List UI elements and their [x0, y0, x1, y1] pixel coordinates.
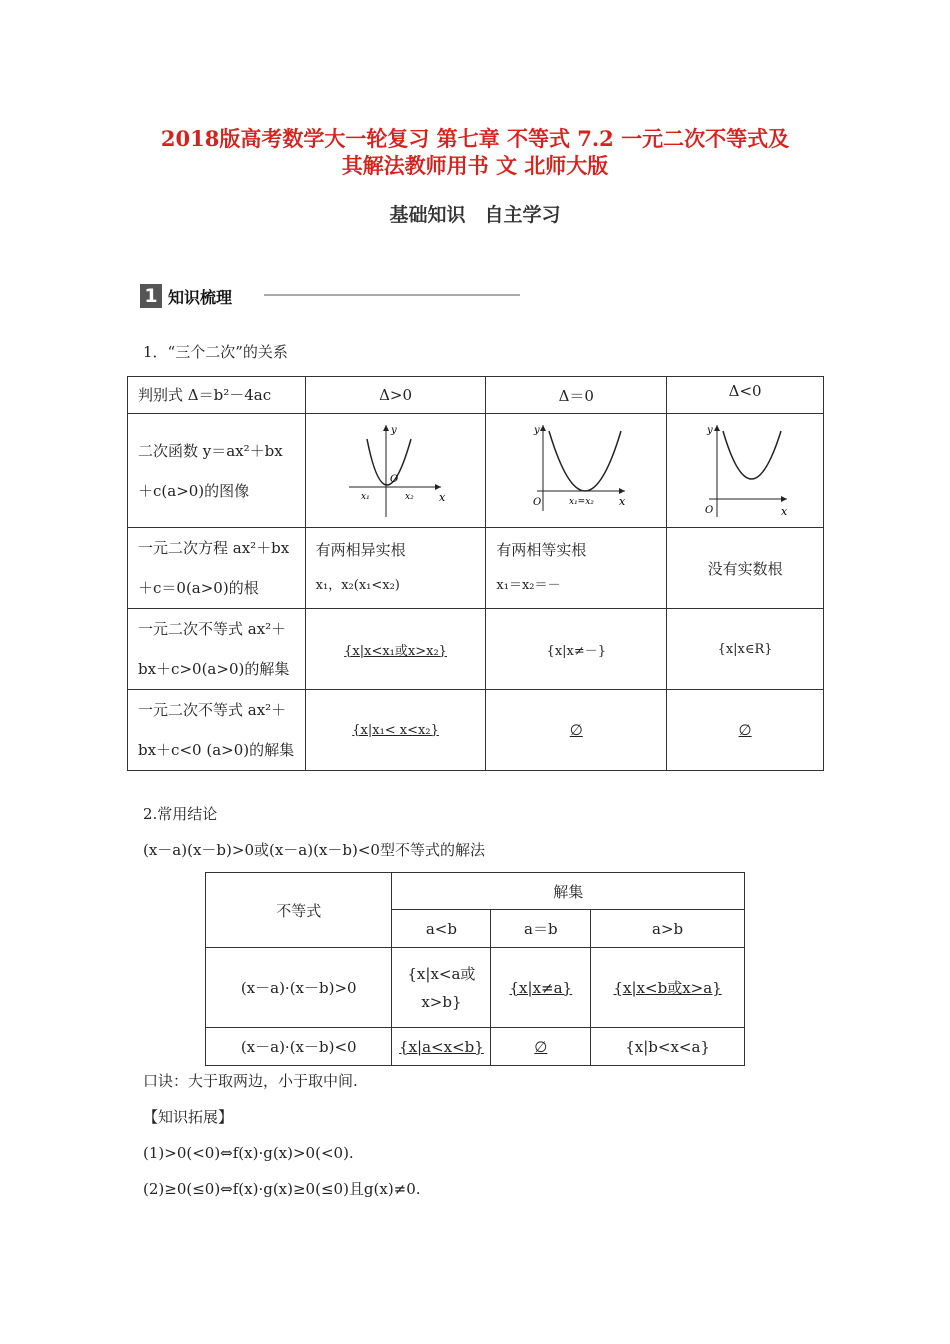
item2-heading: 2.常用结论 — [143, 805, 218, 823]
solution-greater-none: {x|x∈R} — [667, 609, 824, 690]
section-number: 1 — [140, 284, 162, 308]
product-positive-a-less-b-line2: x>b} — [421, 992, 462, 1011]
three-quadratics-table — [127, 376, 824, 771]
product-positive-a-less-b — [392, 948, 491, 1028]
solution-greater-distinct — [305, 609, 486, 690]
roots-distinct-cell — [305, 528, 486, 609]
roots-equal-cell — [486, 528, 667, 609]
graph-no-root-cell — [667, 414, 824, 528]
extension-item-2: (2)≥0(≤0)⇔f(x)·g(x)≥0(≤0)且g(x)≠0. — [143, 1180, 421, 1198]
section-label: 知识梳理 — [168, 287, 233, 307]
header-a-greater-b: a>b — [591, 910, 745, 948]
empty-set-symbol: ∅ — [534, 1037, 548, 1056]
row-function-label — [128, 414, 306, 528]
document-title-line2: 其解法教师用书 文 北师大版 — [341, 153, 609, 178]
row-less-label-b: bx＋c<0 (a>0)的解集 — [138, 741, 295, 759]
row-product-negative-label: (x－a)·(x－b)<0 — [206, 1028, 392, 1066]
graph-two-roots-cell — [305, 414, 486, 528]
product-negative-a-less-b — [392, 1028, 491, 1066]
row-greater-label-a: 一元二次不等式 ax²＋ — [138, 620, 287, 638]
axis-x-label: x — [619, 494, 626, 508]
roots-distinct-text: 有两相异实根 — [315, 541, 406, 559]
solution-less-distinct-text: {x|x₁< x<x₂} — [352, 722, 439, 738]
origin-label: O — [389, 473, 398, 485]
row-less-label — [128, 690, 306, 771]
roots-equal-values: x₁＝x₂＝－ — [496, 578, 561, 593]
product-negative-a-greater-b: {x|b<x<a} — [591, 1028, 745, 1066]
axis-y-label: y — [707, 424, 713, 436]
row-less-label-a: 一元二次不等式 ax²＋ — [138, 701, 287, 719]
product-negative-a-less-b-text: {x|a<x<b} — [399, 1037, 484, 1056]
roots-distinct-values: x₁，x₂(x₁<x₂) — [315, 578, 400, 593]
header-discriminant: 判别式 Δ＝b²－4ac — [128, 377, 306, 414]
root-x1-label: x₁ — [360, 491, 370, 502]
extension-item-1: (1)>0(<0)⇔f(x)·g(x)>0(<0). — [143, 1144, 354, 1162]
mnemonic: 口诀：大于取两边，小于取中间. — [143, 1072, 358, 1090]
header-a-equal-b: a＝b — [491, 910, 591, 948]
roots-equal-text: 有两相等实根 — [496, 541, 587, 559]
empty-set-symbol: ∅ — [569, 721, 583, 739]
axis-y-label: y — [390, 424, 397, 436]
origin-label: O — [533, 496, 542, 508]
root-x2-label: x₂ — [404, 491, 414, 502]
empty-set-symbol: ∅ — [738, 721, 752, 739]
row-function-label-b: ＋c(a>0)的图像 — [138, 481, 250, 500]
extension-heading: 【知识拓展】 — [143, 1108, 234, 1126]
section-divider — [264, 294, 520, 296]
double-root-label: x₁=x₂ — [569, 496, 595, 507]
header-delta-negative: Δ<0 — [667, 377, 824, 414]
header-a-less-b: a<b — [392, 910, 491, 948]
solution-greater-distinct-text: {x|x<x₁或x>x₂} — [344, 643, 447, 659]
solution-less-distinct — [305, 690, 486, 771]
row-equation-label-a: 一元二次方程 ax²＋bx — [138, 539, 290, 557]
row-equation-label — [128, 528, 306, 609]
axis-y-label: y — [534, 424, 540, 436]
origin-label: O — [705, 504, 714, 516]
product-negative-a-equal-b — [491, 1028, 591, 1066]
header-inequality: 不等式 — [206, 873, 392, 948]
solution-less-none — [667, 690, 824, 771]
product-positive-a-greater-b-text: {x|x<b或x>a} — [613, 979, 722, 997]
solution-greater-equal: {x|x≠－} — [486, 609, 667, 690]
header-delta-zero: Δ＝0 — [486, 377, 667, 414]
item1-heading: 1．“三个二次”的关系 — [143, 343, 288, 361]
product-positive-a-less-b-line1: {x|x<a或 — [407, 964, 476, 983]
product-positive-a-equal-b-text: {x|x≠a} — [509, 978, 573, 997]
row-greater-label — [128, 609, 306, 690]
no-real-roots-cell: 没有实数根 — [667, 528, 824, 609]
parabola-double-root-graph — [521, 419, 631, 519]
graph-double-root-cell — [486, 414, 667, 528]
section-header — [140, 284, 232, 308]
conclusion-table — [205, 872, 745, 1066]
row-function-label-a: 二次函数 y＝ax²＋bx — [138, 441, 283, 460]
section-subtitle: 基础知识 自主学习 — [389, 204, 561, 226]
solution-less-equal — [486, 690, 667, 771]
document-title-line1: 2018版高考数学大一轮复习 第七章 不等式 7.2 一元二次不等式及 — [160, 126, 790, 151]
row-product-positive-label: (x－a)·(x－b)>0 — [206, 948, 392, 1028]
axis-x-label: x — [781, 504, 788, 518]
product-positive-a-greater-b — [591, 948, 745, 1028]
header-delta-positive: Δ>0 — [305, 377, 486, 414]
row-equation-label-b: ＋c＝0(a>0)的根 — [138, 579, 259, 597]
item2-intro: (x－a)(x－b)>0或(x－a)(x－b)<0型不等式的解法 — [143, 841, 485, 859]
row-greater-label-b: bx＋c>0(a>0)的解集 — [138, 660, 290, 678]
axis-x-label: x — [438, 490, 445, 504]
parabola-no-root-graph — [695, 419, 795, 519]
parabola-two-roots-graph — [341, 419, 451, 519]
product-positive-a-equal-b — [491, 948, 591, 1028]
header-solution-set: 解集 — [392, 873, 745, 910]
